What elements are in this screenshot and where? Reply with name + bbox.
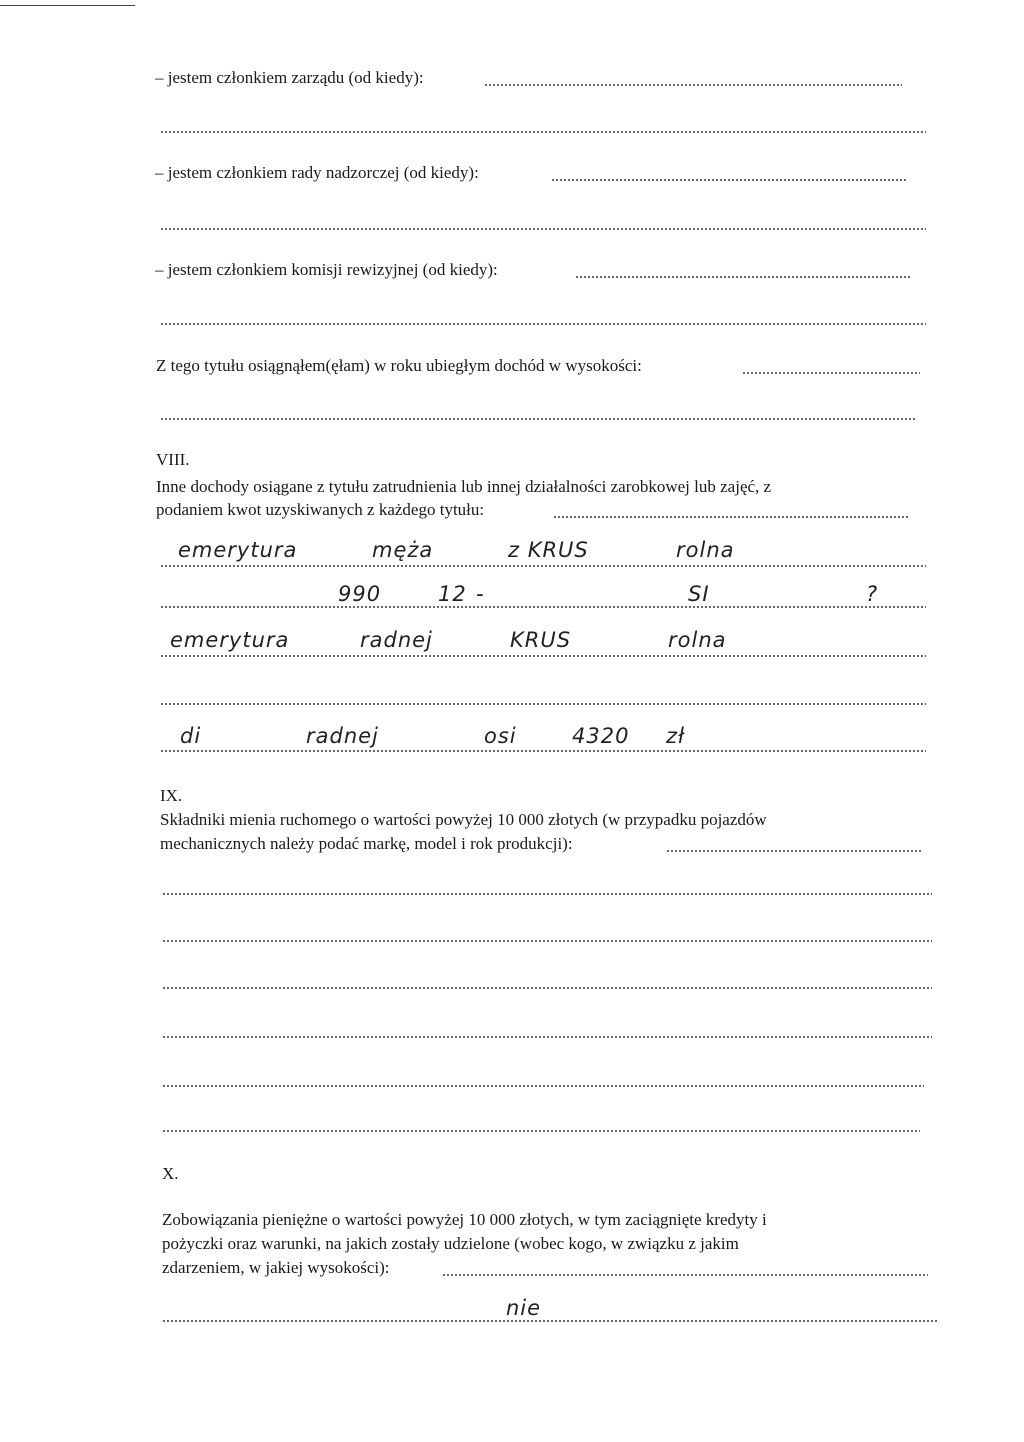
board-member-dots-2 — [160, 131, 926, 133]
hw-row5-item5: zł — [666, 724, 686, 748]
hw-row5-item2: radnej — [306, 724, 379, 748]
viii-row1-dots — [160, 565, 926, 567]
ix-row2-dots — [162, 940, 932, 942]
section-x-dots — [442, 1274, 928, 1276]
hw-row1-item3: z KRUS — [508, 538, 589, 562]
hw-row3-item4: rolna — [668, 628, 727, 652]
top-rule — [0, 5, 135, 6]
hw-row1-item2: męża — [372, 538, 434, 562]
ix-row6-dots — [162, 1130, 920, 1132]
section-x-line1: Zobowiązania pieniężne o wartości powyżej 10 000 złotych, w tym zaciągnięte kredyty i — [162, 1210, 767, 1229]
audit-committee-dots — [575, 276, 910, 278]
hw-row2-item3: - — [476, 582, 485, 606]
audit-committee-label: – jestem członkiem komisji rewizyjnej (od kiedy): — [155, 260, 498, 279]
income-dots-2 — [160, 418, 916, 420]
viii-row4-dots — [160, 703, 926, 705]
hw-row2-item2: 12 — [438, 582, 467, 606]
hw-row3-item1: emerytura — [170, 628, 290, 652]
board-member-dots — [484, 84, 902, 86]
hw-row2-item1: 990 — [338, 582, 382, 606]
hw-row1-item1: emerytura — [178, 538, 298, 562]
ix-row4-dots — [162, 1036, 932, 1038]
hw-x-answer: nie — [506, 1296, 542, 1320]
hw-row5-item1: di — [180, 724, 202, 748]
hw-row3-item3: KRUS — [510, 628, 572, 652]
income-label: Z tego tytułu osiągnąłem(ęłam) w roku ubiegłym dochód w wysokości: — [156, 356, 642, 375]
section-ix-number: IX. — [160, 786, 183, 805]
section-viii-number: VIII. — [156, 450, 190, 469]
section-x-line2: pożyczki oraz warunki, na jakich zostały udzielone (wobec kogo, w związku z jakim — [162, 1234, 739, 1253]
hw-row2-item5: ? — [866, 582, 879, 606]
income-dots — [742, 372, 920, 374]
section-ix-dots — [666, 850, 922, 852]
ix-row1-dots — [162, 893, 932, 895]
hw-row3-item2: radnej — [360, 628, 433, 652]
section-viii-line1: Inne dochody osiągane z tytułu zatrudnienia lub innej działalności zarobkowej lub zajęć, z — [156, 477, 772, 496]
audit-committee-dots-2 — [160, 323, 926, 325]
section-ix-line1: Składniki mienia ruchomego o wartości powyżej 10 000 złotych (w przypadku pojazdów — [160, 810, 767, 829]
hw-row1-item4: rolna — [676, 538, 735, 562]
section-ix-line2: mechanicznych należy podać markę, model i rok produkcji): — [160, 834, 573, 853]
hw-row5-item3: osi — [484, 724, 517, 748]
supervisory-board-label: – jestem członkiem rady nadzorczej (od kiedy): — [155, 163, 479, 182]
ix-row3-dots — [162, 987, 932, 989]
hw-row2-item4: SI — [688, 582, 710, 606]
section-x-number: X. — [162, 1164, 179, 1183]
viii-row2-dots — [160, 606, 926, 608]
section-viii-line2: podaniem kwot uzyskiwanych z każdego tytułu: — [156, 500, 485, 519]
ix-row5-dots — [162, 1085, 924, 1087]
section-viii-dots — [553, 516, 910, 518]
x-row1-dots — [162, 1320, 938, 1322]
supervisory-board-dots — [551, 179, 907, 181]
viii-row5-dots — [160, 750, 926, 752]
supervisory-board-dots-2 — [160, 228, 926, 230]
board-member-label: – jestem członkiem zarządu (od kiedy): — [155, 68, 424, 87]
hw-row5-item4: 4320 — [572, 724, 630, 748]
section-x-line3: zdarzeniem, w jakiej wysokości): — [162, 1258, 390, 1277]
viii-row3-dots — [160, 655, 926, 657]
